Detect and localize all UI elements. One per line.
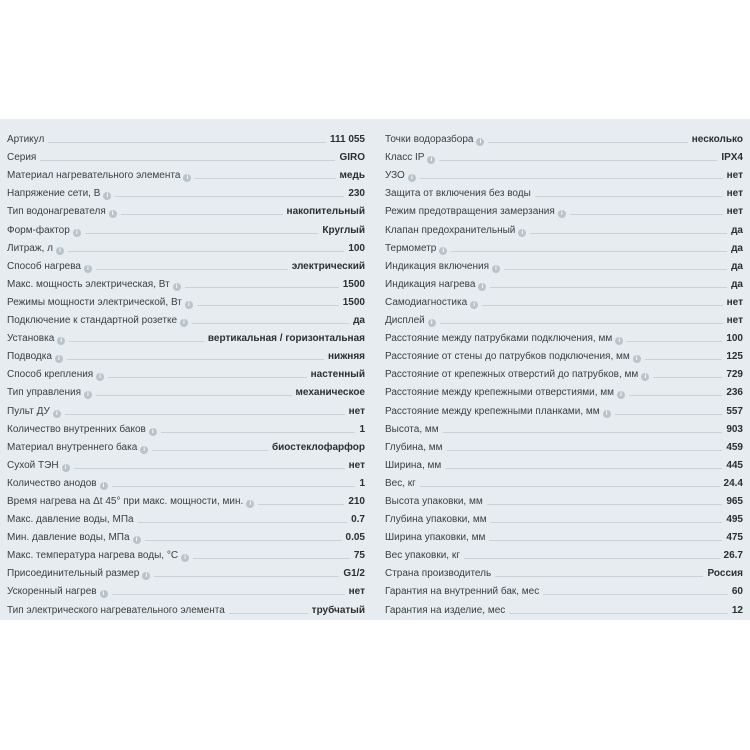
- info-icon[interactable]: i: [56, 247, 64, 255]
- info-icon[interactable]: i: [57, 337, 65, 345]
- spec-row: [7, 327, 365, 345]
- leader-line: [535, 196, 723, 197]
- leader-line: [447, 450, 723, 451]
- spec-value: 12: [731, 604, 743, 616]
- spec-label: Количество внутренних баков: [7, 423, 146, 435]
- spec-label: Расстояние между патрубками подключения, мм: [385, 333, 613, 345]
- info-icon[interactable]: i: [173, 283, 181, 291]
- spec-label: Материал нагревательного элемента: [7, 170, 181, 182]
- spec-label: Индикация включения: [385, 260, 490, 272]
- spec-row: [7, 363, 365, 381]
- spec-label: Время нагрева на Δt 45° при макс. мощности, мин.: [7, 495, 244, 507]
- leader-line: [543, 594, 728, 595]
- spec-column-right: [385, 128, 743, 617]
- leader-line: [443, 432, 723, 433]
- leader-line: [451, 251, 727, 252]
- spec-label: Пульт ДУ: [7, 405, 50, 417]
- spec-row: [385, 146, 743, 164]
- spec-value: механическое: [295, 387, 365, 399]
- leader-line: [615, 414, 723, 415]
- info-icon[interactable]: i: [408, 174, 416, 182]
- spec-row: [385, 327, 743, 345]
- spec-value: 459: [726, 441, 743, 453]
- spec-row: [7, 526, 365, 544]
- spec-value: 965: [726, 495, 743, 507]
- spec-value: 60: [731, 586, 743, 598]
- spec-label: Вес, кг: [385, 477, 416, 489]
- spec-value: Россия: [707, 568, 743, 580]
- spec-label: УЗО: [385, 170, 405, 182]
- leader-line: [108, 377, 306, 378]
- spec-value: вертикальная / горизонтальная: [207, 333, 365, 345]
- spec-value: 1500: [342, 296, 365, 308]
- info-icon[interactable]: i: [439, 247, 447, 255]
- spec-label: Расстояние от крепежных отверстий до патрубков, мм: [385, 369, 639, 381]
- spec-row: [7, 418, 365, 436]
- leader-line: [440, 323, 723, 324]
- spec-value: 445: [726, 459, 743, 471]
- info-icon[interactable]: i: [100, 482, 108, 490]
- spec-row: [385, 200, 743, 218]
- spec-value: 1500: [342, 278, 365, 290]
- spec-row: [385, 580, 743, 598]
- spec-value: 729: [726, 369, 743, 381]
- spec-value: 125: [726, 351, 743, 363]
- spec-row: [7, 580, 365, 598]
- info-icon[interactable]: i: [617, 391, 625, 399]
- spec-label: Литраж, л: [7, 242, 53, 254]
- info-icon[interactable]: i: [181, 554, 189, 562]
- spec-value: IPX4: [721, 152, 743, 164]
- leader-line: [627, 341, 722, 342]
- leader-line: [530, 233, 727, 234]
- spec-value: накопительный: [286, 206, 365, 218]
- leader-line: [193, 558, 350, 559]
- spec-label: Глубина упаковки, мм: [385, 514, 487, 526]
- spec-label: Серия: [7, 152, 37, 164]
- info-icon[interactable]: i: [140, 446, 148, 454]
- leader-line: [138, 522, 348, 523]
- spec-value: да: [731, 278, 743, 290]
- spec-row: [385, 490, 743, 508]
- spec-value: 24.4: [723, 477, 743, 489]
- spec-row: [385, 544, 743, 562]
- spec-value: 75: [353, 550, 365, 562]
- spec-label: Макс. температура нагрева воды, °С: [7, 550, 179, 562]
- spec-value: трубчатый: [311, 604, 365, 616]
- spec-row: [385, 363, 743, 381]
- spec-value: нет: [726, 296, 743, 308]
- info-icon[interactable]: i: [183, 174, 191, 182]
- leader-line: [85, 233, 319, 234]
- info-icon[interactable]: i: [246, 500, 254, 508]
- spec-label: Защита от включения без воды: [385, 188, 531, 200]
- spec-row: [7, 182, 365, 200]
- leader-line: [152, 450, 268, 451]
- leader-line: [65, 414, 345, 415]
- spec-label: Дисплей: [385, 315, 425, 327]
- info-icon[interactable]: i: [428, 319, 436, 327]
- spec-label: Тип электрического нагревательного элемента: [7, 604, 225, 616]
- spec-label: Макс. давление воды, МПа: [7, 514, 134, 526]
- info-icon[interactable]: i: [470, 301, 478, 309]
- leader-line: [115, 196, 344, 197]
- spec-label: Установка: [7, 333, 55, 345]
- spec-row: [385, 472, 743, 490]
- info-icon[interactable]: i: [142, 572, 150, 580]
- spec-row: [7, 164, 365, 182]
- info-icon[interactable]: i: [518, 229, 526, 237]
- spec-value: 1: [359, 477, 365, 489]
- info-icon[interactable]: i: [615, 337, 623, 345]
- spec-row: [7, 399, 365, 417]
- spec-row: [385, 273, 743, 291]
- info-icon[interactable]: i: [478, 283, 486, 291]
- info-icon[interactable]: i: [185, 301, 193, 309]
- leader-line: [482, 305, 722, 306]
- spec-row: [385, 508, 743, 526]
- info-icon[interactable]: i: [633, 355, 641, 363]
- spec-row: [7, 436, 365, 454]
- spec-label: Подключение к стандартной розетке: [7, 315, 177, 327]
- leader-line: [121, 214, 283, 215]
- spec-row: [385, 345, 743, 363]
- spec-label: Точки водоразбора: [385, 134, 474, 146]
- leader-line: [504, 269, 727, 270]
- spec-label: Индикация нагрева: [385, 278, 476, 290]
- spec-value: 236: [726, 387, 743, 399]
- spec-value: да: [731, 224, 743, 236]
- info-icon[interactable]: i: [62, 464, 70, 472]
- spec-row: [7, 146, 365, 164]
- spec-row: [7, 309, 365, 327]
- spec-value: 495: [726, 514, 743, 526]
- leader-line: [40, 160, 335, 161]
- spec-label: Режим предотвращения замерзания: [385, 206, 555, 218]
- spec-value: электрический: [291, 260, 365, 272]
- info-icon[interactable]: i: [641, 373, 649, 381]
- info-icon[interactable]: i: [55, 355, 63, 363]
- info-icon[interactable]: i: [84, 265, 92, 273]
- spec-row: [7, 598, 365, 616]
- leader-line: [488, 142, 687, 143]
- spec-row: [7, 562, 365, 580]
- spec-row: [385, 399, 743, 417]
- leader-line: [161, 432, 356, 433]
- spec-label: Расстояние между крепежными отверстиями, мм: [385, 387, 615, 399]
- leader-line: [645, 359, 723, 360]
- spec-value: да: [731, 242, 743, 254]
- spec-row: [7, 508, 365, 526]
- spec-value: нет: [726, 170, 743, 182]
- spec-label: Артикул: [7, 134, 45, 146]
- leader-line: [192, 323, 349, 324]
- spec-row: [7, 381, 365, 399]
- leader-line: [464, 558, 720, 559]
- spec-label: Тип управления: [7, 387, 81, 399]
- spec-value: нет: [348, 459, 365, 471]
- leader-line: [229, 613, 308, 614]
- spec-label: Материал внутреннего бака: [7, 441, 138, 453]
- leader-line: [258, 504, 344, 505]
- info-icon[interactable]: i: [558, 210, 566, 218]
- spec-label: Режимы мощности электрической, Вт: [7, 296, 182, 308]
- leader-line: [112, 594, 345, 595]
- leader-line: [96, 395, 292, 396]
- spec-label: Сухой ТЭН: [7, 459, 59, 471]
- spec-label: Вес упаковки, кг: [385, 550, 460, 562]
- spec-column-left: [7, 128, 365, 617]
- spec-label: Форм-фактор: [7, 224, 70, 236]
- leader-line: [185, 287, 339, 288]
- spec-label: Ширина, мм: [385, 459, 442, 471]
- spec-label: Гарантия на изделие, мес: [385, 604, 506, 616]
- spec-label: Макс. мощность электрическая, Вт: [7, 278, 170, 290]
- spec-row: [385, 182, 743, 200]
- info-icon[interactable]: i: [476, 138, 484, 146]
- info-icon[interactable]: i: [133, 536, 141, 544]
- leader-line: [629, 395, 722, 396]
- info-icon[interactable]: i: [180, 319, 188, 327]
- info-icon[interactable]: i: [96, 373, 104, 381]
- spec-row: [385, 526, 743, 544]
- spec-label: Гарантия на внутренний бак, мес: [385, 586, 540, 598]
- spec-row: [385, 381, 743, 399]
- info-icon[interactable]: i: [84, 391, 92, 399]
- info-icon[interactable]: i: [73, 229, 81, 237]
- leader-line: [96, 269, 288, 270]
- spec-label: Напряжение сети, В: [7, 188, 101, 200]
- spec-row: [385, 255, 743, 273]
- leader-line: [420, 486, 720, 487]
- spec-value: нет: [348, 405, 365, 417]
- spec-row: [7, 273, 365, 291]
- leader-line: [487, 504, 723, 505]
- spec-value: медь: [339, 170, 365, 182]
- leader-line: [489, 540, 722, 541]
- leader-line: [491, 522, 723, 523]
- spec-label: Мин. давление воды, МПа: [7, 532, 130, 544]
- info-icon[interactable]: i: [100, 590, 108, 598]
- spec-label: Класс IP: [385, 152, 425, 164]
- spec-row: [7, 255, 365, 273]
- spec-row: [7, 291, 365, 309]
- spec-value: биостеклофарфор: [271, 441, 365, 453]
- leader-line: [439, 160, 717, 161]
- spec-label: Способ крепления: [7, 369, 94, 381]
- spec-row: [385, 237, 743, 255]
- spec-value: 903: [726, 423, 743, 435]
- spec-value: несколько: [691, 134, 743, 146]
- spec-value: 0.7: [351, 514, 365, 526]
- leader-line: [490, 287, 727, 288]
- leader-line: [145, 540, 342, 541]
- spec-value: 111 055: [329, 134, 365, 146]
- spec-label: Высота упаковки, мм: [385, 495, 483, 507]
- spec-label: Клапан предохранительный: [385, 224, 516, 236]
- spec-row: [7, 128, 365, 146]
- spec-label: Расстояние от стены до патрубков подключения, мм: [385, 351, 630, 363]
- info-icon[interactable]: i: [149, 428, 157, 436]
- spec-value: G1/2: [343, 568, 365, 580]
- spec-row: [385, 598, 743, 616]
- leader-line: [197, 305, 339, 306]
- spec-row: [385, 218, 743, 236]
- spec-label: Термометр: [385, 242, 437, 254]
- spec-row: [385, 164, 743, 182]
- spec-value: нет: [348, 586, 365, 598]
- info-icon[interactable]: i: [103, 192, 111, 200]
- spec-label: Количество анодов: [7, 477, 97, 489]
- spec-value: нижняя: [328, 351, 365, 363]
- spec-value: 0.05: [345, 532, 365, 544]
- spec-value: Круглый: [322, 224, 365, 236]
- spec-label: Страна производитель: [385, 568, 492, 580]
- spec-row: [7, 345, 365, 363]
- spec-value: 1: [359, 423, 365, 435]
- leader-line: [67, 359, 324, 360]
- spec-value: 100: [726, 333, 743, 345]
- spec-value: нет: [726, 315, 743, 327]
- spec-label: Ускоренный нагрев: [7, 586, 97, 598]
- spec-value: 557: [726, 405, 743, 417]
- leader-line: [195, 178, 335, 179]
- spec-label: Присоединительный размер: [7, 568, 140, 580]
- leader-line: [112, 486, 356, 487]
- leader-line: [154, 576, 339, 577]
- leader-line: [68, 251, 344, 252]
- leader-line: [48, 142, 326, 143]
- leader-line: [69, 341, 204, 342]
- spec-row: [385, 436, 743, 454]
- spec-value: GIRO: [339, 152, 365, 164]
- spec-value: нет: [726, 188, 743, 200]
- spec-label: Самодиагностика: [385, 296, 468, 308]
- spec-row: [7, 200, 365, 218]
- spec-table: [0, 119, 750, 620]
- leader-line: [509, 613, 728, 614]
- spec-label: Ширина упаковки, мм: [385, 532, 486, 544]
- info-icon[interactable]: i: [427, 156, 435, 164]
- leader-line: [74, 468, 345, 469]
- spec-value: да: [353, 315, 365, 327]
- spec-label: Глубина, мм: [385, 441, 443, 453]
- spec-row: [7, 237, 365, 255]
- leader-line: [570, 214, 723, 215]
- spec-label: Высота, мм: [385, 423, 439, 435]
- leader-line: [495, 576, 703, 577]
- info-icon[interactable]: i: [109, 210, 117, 218]
- spec-row: [385, 454, 743, 472]
- spec-row: [385, 309, 743, 327]
- leader-line: [420, 178, 723, 179]
- spec-label: Способ нагрева: [7, 260, 81, 272]
- info-icon[interactable]: i: [492, 265, 500, 273]
- spec-row: [7, 472, 365, 490]
- spec-row: [7, 544, 365, 562]
- spec-value: 26.7: [723, 550, 743, 562]
- spec-label: Подводка: [7, 351, 52, 363]
- spec-row: [7, 218, 365, 236]
- spec-value: 100: [348, 242, 365, 254]
- spec-row: [7, 454, 365, 472]
- spec-row: [7, 490, 365, 508]
- spec-value: нет: [726, 206, 743, 218]
- spec-value: 230: [348, 188, 365, 200]
- leader-line: [445, 468, 722, 469]
- spec-label: Тип водонагревателя: [7, 206, 106, 218]
- spec-value: 210: [348, 495, 365, 507]
- spec-label: Расстояние между крепежными планками, мм: [385, 405, 600, 417]
- spec-value: настенный: [310, 369, 365, 381]
- info-icon[interactable]: i: [603, 410, 611, 418]
- info-icon[interactable]: i: [53, 410, 61, 418]
- spec-row: [385, 562, 743, 580]
- spec-value: 475: [726, 532, 743, 544]
- leader-line: [653, 377, 722, 378]
- spec-value: да: [731, 260, 743, 272]
- spec-row: [385, 291, 743, 309]
- spec-row: [385, 128, 743, 146]
- spec-row: [385, 418, 743, 436]
